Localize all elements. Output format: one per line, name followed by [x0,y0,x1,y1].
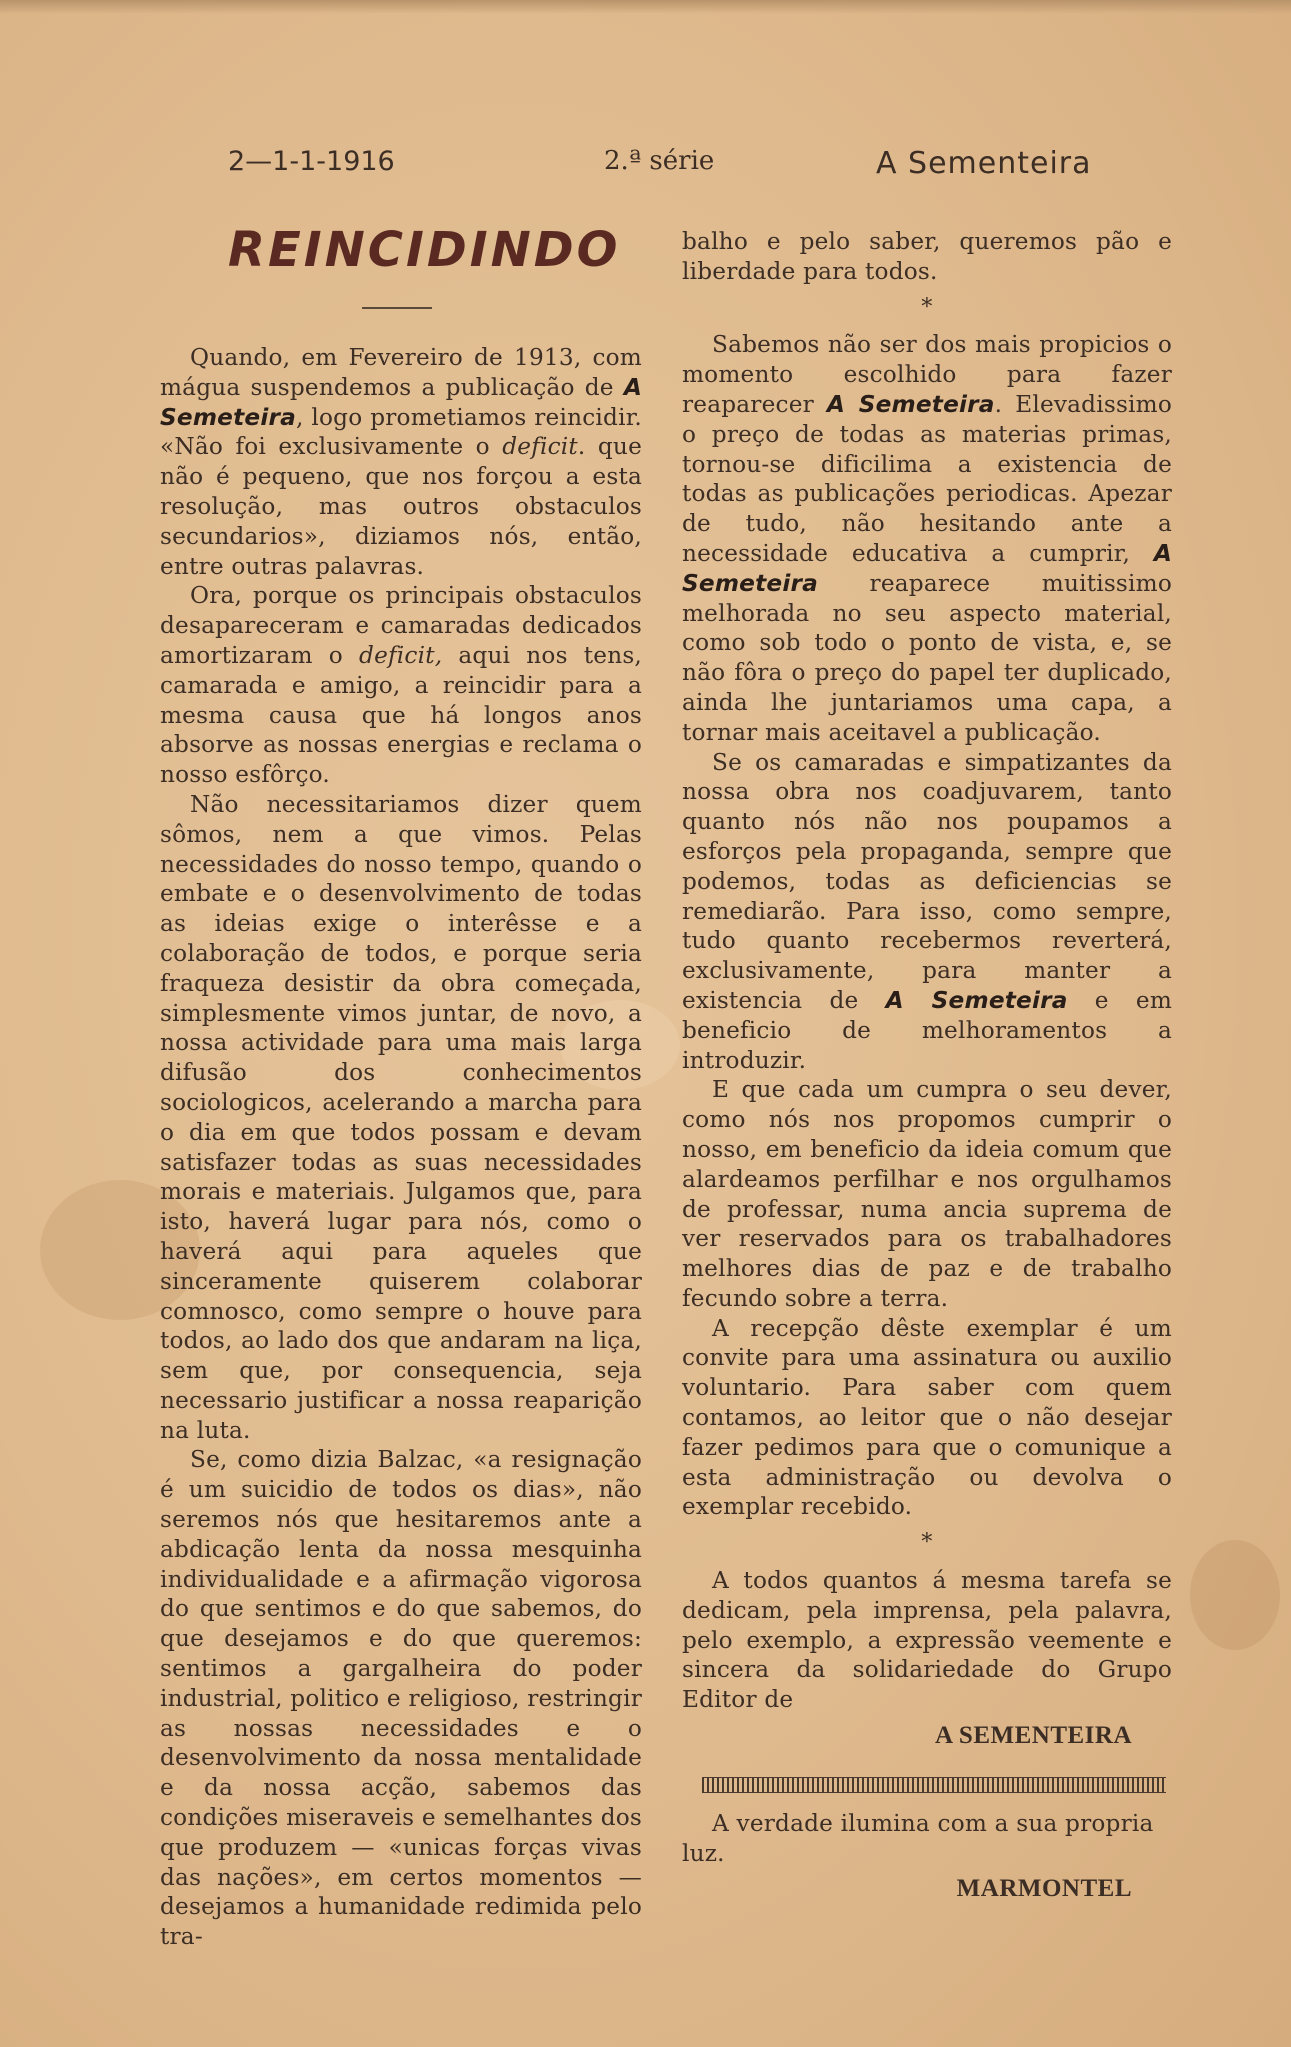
paragraph: Se os camaradas e simpatizantes da nossa obra nos coadjuvarem, tanto quanto nós não nos poupamos a esforços pela propaganda, sempre que podemos, todas as deficiencias se remediarão. Para isso, como sempre, tudo quanto recebermos reverterá, exclusivamente, para manter a existencia de A Semeteira e em beneficio de melhoramentos a introduzir. [682,748,1173,1074]
left-column [160,343,642,1952]
ornamental-rule [702,1777,1166,1793]
brand-name: A Semeteira [826,390,995,418]
paragraph: A todos quantos á mesma tarefa se dedicam, pela imprensa, pela palavra, pelo exemplo, a expressão veemente e sincera da solidariedade do Grupo Editor de [682,1567,1172,1714]
issue-series: 2.ª série [604,146,715,176]
section-star: * [921,294,933,320]
paragraph: Ora, porque os principais obstaculos desapareceram e camaradas dedicados amortizaram o deficit, aqui nos tens, camarada e amigo, a reincidir para a mesma causa que há longos anos absorve as nossas energias e reclama o nosso esfôrço. [160,582,642,789]
publication-name: A Sementeira [876,146,1092,181]
article-title: REINCIDINDO [228,222,621,278]
brand-name: A Semeteira [682,539,1172,597]
quote: A verdade ilumina com a sua propria luz. [682,1809,1154,1867]
paragraph: E que cada um cumpra o seu dever, como nós nos propomos cumprir o nosso, em beneficio da ideia comum que alardeamos perfilhar e nos orgulhamos de professar, numa ancia suprema de ver reservados para os trabalhadores melhores dias de paz e de trabalho fecundo sobre a terra. [682,1076,1172,1312]
paper-top-edge [0,0,1291,14]
section-star: * [921,1530,933,1556]
paragraph: balho e pelo saber, queremos pão e liberdade para todos. [682,228,1172,285]
brand-name: A Semeteira [885,986,1068,1014]
paragraph: A recepção dêste exemplar é um convite para uma assinatura ou auxilio voluntario. Para saber com quem contamos, ao leitor que o não desejar fazer pedimos para que o comunique a esta administração ou devolva o exemplar recebido. [682,1314,1172,1521]
paragraph: Quando, em Fevereiro de 1913, com mágua suspendemos a publicação de A Semeteira, logo prometiamos reincidir. «Não foi exclusivamente o deficit. que não é pequeno, que nos forçou a esta resolução, mas outros obstaculos secundarios», diziamos nós, então, entre outras palavras. [160,344,642,580]
paragraph: Se, como dizia Balzac, «a resignação é um suicidio de todos os dias», não seremos nós que hesitaremos ante a abdicação lenta da nossa mesquinha individualidade e a afirmação vigorosa do que sentimos e do que sabemos, do que desejamos e do que queremos: sentimos a gargalheira do poder industrial, politico e religioso, restringir as nossas necessidades e o desenvolvimento da nossa mentalidade e da nossa acção, sabemos das condições miseraveis e semelhantes dos que produzem — «unicas forças vivas das nações», em certos momentos — desejamos a humanidade redimida pelo tra- [160,1446,642,1951]
paragraph: Sabemos não ser dos mais propicios o momento escolhido para fazer reaparecer A Semeteira. Elevadissimo o preço de todas as materias primas, tornou-se dificilima a existencia de todas as publicações periodicas. Apezar de tudo, não hesitando ante a necessidade educativa a cumprir, A Semeteira reaparece muitissimo melhorada no seu aspecto material, como sob todo o ponto de vista, e, se não fôra o preço do papel ter duplicado, ainda lhe juntariamos uma capa, a tornar mais aceitavel a publicação. [682,331,1173,746]
issue-date: 2—1-1-1916 [228,146,395,177]
brand-name: A Semeteira [160,373,642,431]
group-signature: A SEMENTEIRA [934,1722,1132,1750]
quote-author: MARMONTEL [956,1875,1132,1903]
paragraph: Não necessitariamos dizer quem sômos, nem a que vimos. Pelas necessidades do nosso tempo, quando o embate e o desenvolvimento de todas as ideias exige o interêsse e a colaboração de todos, e porque seria fraqueza desistir da obra começada, simplesmente vimos juntar, de novo, a nossa actividade para uma mais larga difusão dos conhecimentos sociologicos, acelerando a marcha para o dia em que todos possam e devam satisfazer todas as suas necessidades morais e materiais. Julgamos que, para isto, haverá lugar para nós, como o haverá aqui para aqueles que sinceramente quiserem colaborar comnosco, como sempre o houve para todos, ao lado dos que andaram na liça, sem que, por consequencia, seja necessario justificar a nossa reaparição na luta. [160,790,642,1444]
paper-stain [1190,1540,1280,1650]
title-divider [362,307,432,309]
right-column [682,227,1172,1910]
